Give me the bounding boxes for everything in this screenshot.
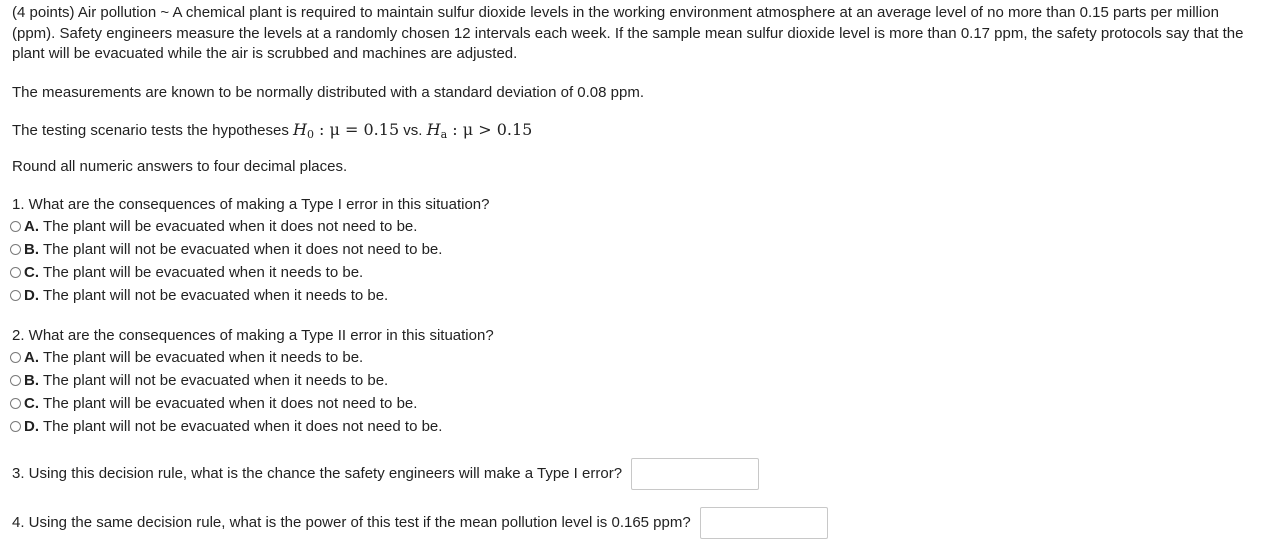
rounding-instruction: Round all numeric answers to four decimal places. — [12, 157, 348, 175]
question-2-options — [10, 346, 1250, 438]
hypotheses-line — [12, 120, 1252, 141]
question-2-option-a[interactable] — [10, 346, 1250, 369]
question-1-option-b[interactable] — [10, 238, 1250, 261]
h0-symbol: H — [293, 119, 307, 139]
question-3-row — [12, 457, 1252, 491]
option-label: The plant will be evacuated when it does not need to be. — [43, 394, 418, 412]
question-2-option-b[interactable] — [10, 369, 1250, 392]
question-1-option-c[interactable] — [10, 261, 1250, 284]
radio-button[interactable] — [10, 375, 21, 386]
option-letter: A. — [24, 217, 39, 235]
question-2-text: 2. What are the consequences of making a Type II error in this situation? — [12, 326, 494, 344]
option-label: The plant will be evacuated when it needs to be. — [43, 263, 364, 281]
h0-subscript: 0 — [306, 127, 314, 141]
option-letter: A. — [24, 348, 39, 366]
question-1-options — [10, 215, 1250, 307]
ha-statement: : μ > 0.15 — [447, 119, 533, 139]
question-4-text: 4. Using the same decision rule, what is the power of this test if the mean pollution level is 0.165 ppm? — [12, 514, 691, 531]
radio-button[interactable] — [10, 421, 21, 432]
radio-button[interactable] — [10, 352, 21, 363]
h0-statement: : μ = 0.15 — [313, 119, 400, 139]
radio-button[interactable] — [10, 290, 21, 301]
question-1-option-d[interactable] — [10, 284, 1250, 307]
radio-button[interactable] — [10, 267, 21, 278]
ha-symbol: H — [426, 119, 441, 139]
question-2-option-c[interactable] — [10, 392, 1250, 415]
problem-intro: (4 points) Air pollution ~ A chemical plant is required to maintain sulfur dioxide levels in the working environment atmosphere at an average level of no more than 0.15 parts per million (ppm). Safety engineers measure the levels at a randomly chosen 12 intervals each week. If the sample mean sulfur dioxide level is more than 0.17 ppm, the safety protocols say that the plant will be evacuated while the air is scrubbed and machines are adjusted. — [12, 4, 1244, 62]
option-label: The plant will be evacuated when it does not need to be. — [43, 217, 418, 235]
ha-subscript: a — [440, 127, 448, 141]
option-letter: C. — [24, 263, 39, 281]
option-label: The plant will not be evacuated when it needs to be. — [43, 371, 389, 389]
null-hypothesis — [293, 120, 399, 139]
question-1-text: 1. What are the consequences of making a Type I error in this situation? — [12, 195, 490, 213]
option-label: The plant will not be evacuated when it does not need to be. — [43, 417, 443, 435]
radio-button[interactable] — [10, 221, 21, 232]
measurements-text: The measurements are known to be normally distributed with a standard deviation of 0.08 ppm. — [12, 83, 645, 101]
hypotheses-prefix: The testing scenario tests the hypotheses — [12, 121, 289, 139]
question-4-answer-input[interactable] — [700, 507, 828, 539]
question-3-text: 3. Using this decision rule, what is the chance the safety engineers will make a Type I error? — [12, 465, 623, 482]
question-3-answer-input[interactable] — [631, 458, 759, 490]
question-2-option-d[interactable] — [10, 415, 1250, 438]
option-letter: C. — [24, 394, 39, 412]
vs-text: vs. — [399, 121, 427, 139]
question-1-option-a[interactable] — [10, 215, 1250, 238]
option-letter: D. — [24, 417, 39, 435]
option-letter: B. — [24, 371, 39, 389]
radio-button[interactable] — [10, 244, 21, 255]
option-label: The plant will be evacuated when it needs to be. — [43, 348, 364, 366]
radio-button[interactable] — [10, 398, 21, 409]
option-label: The plant will not be evacuated when it needs to be. — [43, 286, 389, 304]
problem-container — [12, 3, 1252, 540]
option-letter: D. — [24, 286, 39, 304]
option-label: The plant will not be evacuated when it does not need to be. — [43, 240, 443, 258]
question-4-row — [12, 506, 1252, 540]
alternative-hypothesis — [427, 120, 533, 139]
option-letter: B. — [24, 240, 39, 258]
